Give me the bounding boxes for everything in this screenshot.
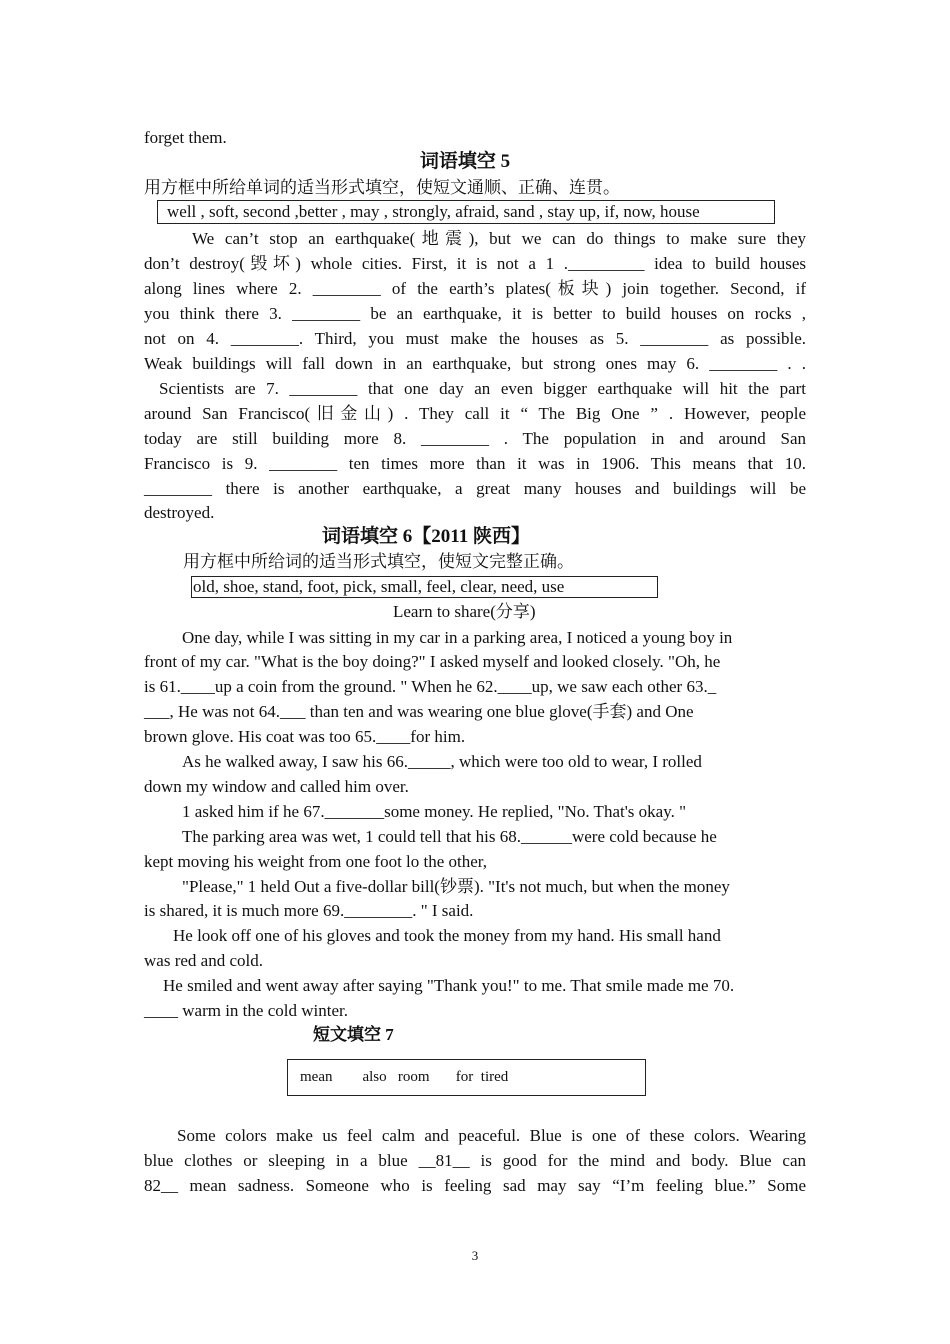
text-line: front of my car. "What is the boy doing?" I asked myself and looked closely. "Oh, he (144, 652, 721, 671)
section-title-5: 词语填空 5 (419, 151, 511, 172)
text-line: today are still building more 8. ________ . The population in and around San (144, 429, 806, 448)
text-line: is 61.____up a coin from the ground. " When he 62.____up, we saw each other 63._ (144, 677, 717, 696)
text-line: He look off one of his gloves and took the money from my hand. His small hand (173, 926, 721, 945)
text-line: is shared, it is much more 69.________. " I said. (144, 901, 474, 920)
text-line: blue clothes or sleeping in a blue __81__ is good for the mind and body. Blue can (144, 1151, 806, 1170)
text-line: forget them. (144, 128, 227, 147)
instruction-text: 用方框中所给词的适当形式填空，使短文完整正确。 (183, 552, 574, 571)
text-line: ________ there is another earthquake, a great many houses and buildings will be (144, 479, 806, 498)
text-line: He smiled and went away after saying "Thank you!" to me. That smile made me 70. (163, 976, 735, 995)
text-line: "Please," 1 held Out a five-dollar bill(钞票). "It's not much, but when the money (182, 877, 730, 896)
word-box-5: well , soft, second ,better , may , strongly, afraid, sand , stay up, if, now, house (157, 200, 775, 224)
text-line: We can’t stop an earthquake(地震), but we can do things to make sure they (192, 229, 806, 248)
passage-title: Learn to share(分享) (393, 602, 536, 621)
text-line: Francisco is 9. ________ ten times more than it was in 1906. This means that 10. (144, 454, 806, 473)
word-box-6: old, shoe, stand, foot, pick, small, feel, clear, need, use (191, 576, 658, 598)
text-line: around San Francisco(旧金山) . They call it “ The Big One ” . However, people (144, 404, 806, 423)
text-line: One day, while I was sitting in my car in a parking area, I noticed a young boy in (182, 628, 733, 647)
word-box-7: mean also room for tired (287, 1059, 646, 1096)
text-line: kept moving his weight from one foot lo the other, (144, 852, 488, 871)
text-line: ___, He was not 64.___ than ten and was wearing one blue glove(手套) and One (144, 702, 694, 721)
text-line: you think there 3. ________ be an earthquake, it is better to build houses on rocks , (144, 304, 806, 323)
text-line: not on 4. ________. Third, you must make the houses as 5. ________ as possible. (144, 329, 806, 348)
instruction-text: 用方框中所给单词的适当形式填空，使短文通顺、正确、连贯。 (144, 178, 620, 197)
page-number: 3 (471, 1248, 479, 1263)
text-line: don’t destroy(毁坏) whole cities. First, it is not a 1 ._________ idea to build houses (144, 254, 806, 273)
section-title-7: 短文填空 7 (313, 1025, 394, 1044)
section-title-6: 词语填空 6【2011 陕西】 (322, 526, 530, 547)
text-line: Scientists are 7. ________ that one day an even bigger earthquake will hit the part (159, 379, 806, 398)
text-line: along lines where 2. ________ of the earth’s plates(板块) join together. Second, if (144, 279, 806, 298)
text-line: Weak buildings will fall down in an earthquake, but strong ones may 6. ________ . . (144, 354, 806, 373)
text-line: The parking area was wet, 1 could tell that his 68.______were cold because he (182, 827, 717, 846)
text-line: 1 asked him if he 67._______some money. He replied, "No. That's okay. " (182, 802, 687, 821)
text-line: ____ warm in the cold winter. (144, 1001, 348, 1020)
text-line: brown glove. His coat was too 65.____for him. (144, 727, 466, 746)
text-line: 82__ mean sadness. Someone who is feeling sad may say “I’m feeling blue.” Some (144, 1176, 806, 1195)
text-line: destroyed. (144, 503, 215, 522)
text-line: Some colors make us feel calm and peaceful. Blue is one of these colors. Wearing (177, 1126, 806, 1145)
text-line: was red and cold. (144, 951, 263, 970)
text-line: down my window and called him over. (144, 777, 409, 796)
text-line: As he walked away, I saw his 66._____, which were too old to wear, I rolled (182, 752, 702, 771)
